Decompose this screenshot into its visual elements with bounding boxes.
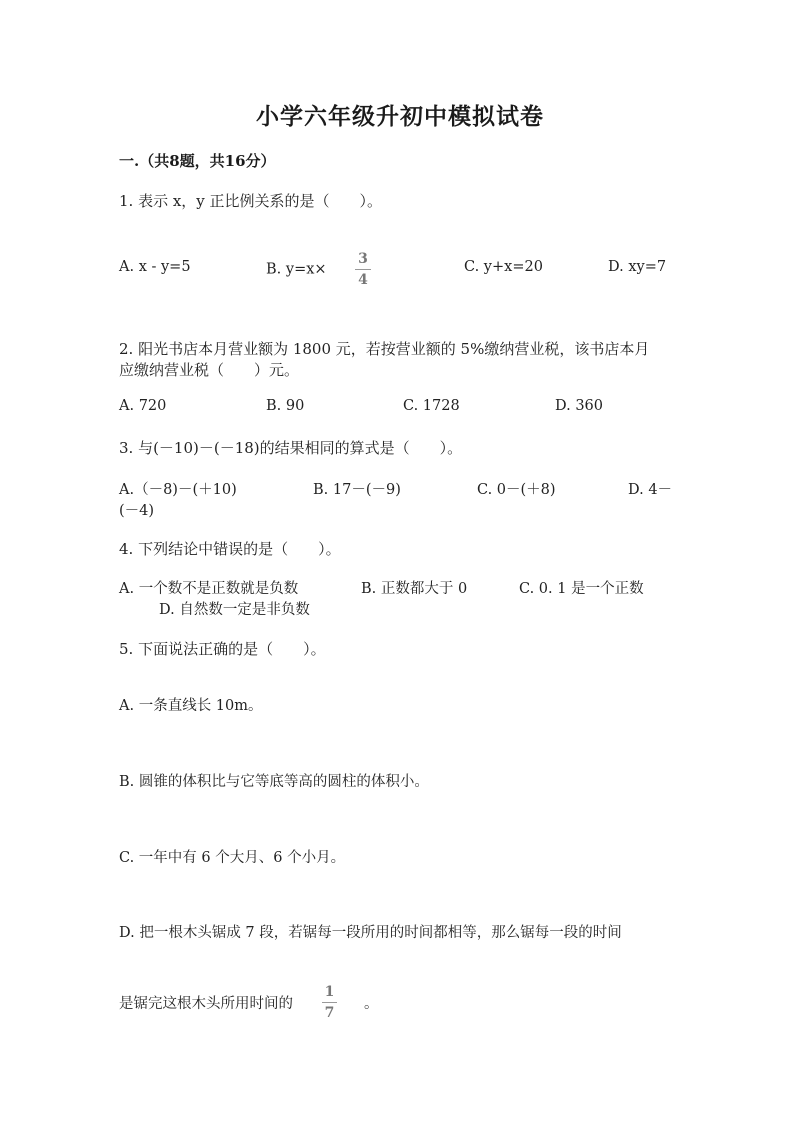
question-4-stem: 4. 下列结论中错误的是（ ）。 (119, 540, 341, 558)
question-1-option-b (266, 252, 371, 287)
question-5-option-b: B. 圆锥的体积比与它等底等高的圆柱的体积小。 (119, 774, 429, 790)
question-3-option-a: A.（－8)－(＋10) (119, 482, 237, 498)
question-3-option-c: C. 0－(＋8) (477, 482, 556, 498)
question-5-option-d-period: 。 (363, 996, 379, 1012)
question-3-option-b: B. 17－(－9) (313, 482, 401, 498)
question-2-option-a: A. 720 (119, 398, 167, 414)
question-5-option-d-line-2 (119, 985, 378, 1020)
question-1-option-b-text: B. y=x× (266, 261, 327, 278)
fraction-numerator: 3 (358, 251, 368, 267)
section-heading: 一.（共8题，共16分） (119, 152, 276, 170)
fraction-denominator: 4 (358, 272, 368, 288)
question-2-option-c: C. 1728 (403, 398, 460, 414)
question-3-option-d-continued: (－4) (119, 503, 155, 519)
question-4-option-d: D. 自然数一定是非负数 (159, 602, 310, 618)
question-3-stem: 3. 与(－10)－(－18)的结果相同的算式是（ ）。 (119, 439, 463, 457)
question-4-option-c: C. 0. 1 是一个正数 (519, 581, 644, 597)
question-5-option-d-text: 是锯完这根木头所用时间的 (119, 996, 293, 1012)
question-5-stem: 5. 下面说法正确的是（ ）。 (119, 640, 326, 658)
question-4-option-b: B. 正数都大于 0 (361, 581, 468, 597)
question-5-option-c: C. 一年中有 6 个大月、6 个小月。 (119, 850, 346, 866)
fraction-numerator: 1 (324, 984, 335, 1000)
question-5-option-a: A. 一条直线长 10m。 (119, 698, 263, 714)
question-1-option-c: C. y+x=20 (464, 259, 543, 275)
question-5-option-d-line-1: D. 把一根木头锯成 7 段，若锯每一段所用的时间都相等，那么锯每一段的时间 (119, 925, 622, 941)
question-2-stem-line-1: 2. 阳光书店本月营业额为 1800 元，若按营业额的 5%缴纳营业税，该书店本月 (119, 340, 650, 358)
question-2-option-b: B. 90 (266, 398, 305, 414)
question-2-stem-line-2: 应缴纳营业税（ ）元。 (119, 361, 300, 379)
question-1-stem: 1. 表示 x，y 正比例关系的是（ ）。 (119, 192, 383, 210)
page-title: 小学六年级升初中模拟试卷 (256, 103, 544, 130)
fraction-three-quarters (355, 252, 371, 287)
question-1-option-a: A. x - y=5 (119, 259, 191, 275)
fraction-denominator: 7 (324, 1005, 335, 1021)
question-1-option-d: D. xy=7 (608, 259, 667, 275)
question-3-option-d: D. 4－ (628, 482, 673, 498)
fraction-one-seventh (322, 985, 338, 1020)
question-2-option-d: D. 360 (555, 398, 604, 414)
question-4-option-a: A. 一个数不是正数就是负数 (119, 581, 299, 597)
